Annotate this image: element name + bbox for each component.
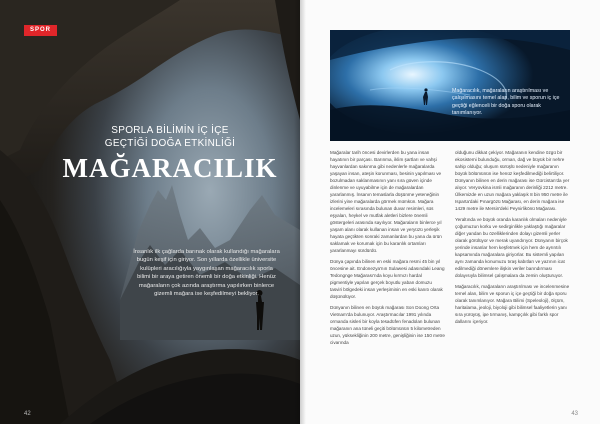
paragraph: Dünya çapında bilinen en eski mağara resmi 45 bin yıl öncesine ait. Endonezya'nın Sulawesi adasındaki Leang Tedongnge Mağarası'nda koyu kırmızı hardal pigmentiyle yapılan gerçek boyutlu yaban domuzu tasviri bölgedeki insan yerleşiminin en eski kanıtı olarak düşünülüyor. bbox=[330, 259, 445, 299]
text-column-2 bbox=[455, 149, 570, 329]
text-column-1 bbox=[330, 149, 445, 350]
article-title: MAĞARACILIK bbox=[62, 153, 278, 183]
page-gutter bbox=[294, 0, 306, 424]
ice-cave-photo bbox=[330, 30, 570, 141]
lead-paragraph: İnsanlık ilk çağlarda barınak olarak kullandığı mağaralara bugün keşif için giriyor. Son yıllarda özellikle üniversite kulüpleri aracılığıyla yaygınlaşan mağaracılık sporla bilimi bir araya getiren önemli bir doğa etkinliği. Henüz mağaraların çok azında araştırma yapılırken binlerce gizemli mağara ise keşfedilmeyi bekliyor. bbox=[133, 249, 280, 298]
paragraph: Mağaracılık, mağaraların araştırılması ve incelenmesine temel alan, bilim ve sporun iç içe geçtiği bir doğa sporu olarak tanımlanıyor. Mağara Bilimi (Speleoloji), ölçüm, haritalama, jeoloji, biyoloji gibi bilimsel faaliyetlerin yanı sıra yürüyüş, ipe tırmanış, kampçılık gibi farklı spor dallarını içeriyor. bbox=[455, 284, 570, 324]
paragraph: Yeraltında ve büyük oranda karanlık olmaları nedeniyle çoğumuzun korku ve sedirginlikle yaklaştığı mağaralar diğer yandan bu özelliklerinden dolayı gizemli yerler olarak görülüyor ve merak uyandırıyor. Dünyanın birçok yerinde insanlar hem keşfetmek için hem de ayrıntılı kapsamında mağaralara giriyorlar. Bu sistemli yapılan aynı zamanda konumuzu tıraş kabıtları ve yazının icat edilmediği dönemlere ilişkin veriler barındırması dolayısıyla bilimsel çalışmalara da zemin oluşturuyor. bbox=[455, 217, 568, 278]
title-block bbox=[60, 124, 280, 184]
paragraph: Mağaralar tarih öncesi devirlerden bu yana insan hayatının bir parçası. Barınma, iklim şartları ve vahşi hayvanlardan sakınma gibi nedenlerle mağaralarda yaşayan insan, ateşin korunması, besinin yapılması ve bozulmadan saklanmasının yanı sıra güven içinde dinlenme ve uyuyabilme için de mağaralardan yararlanmış. İnsanın temaslarla düşünme yeteneğinin izlerini yine mağaralarda görmek mümkün. Mağara incelemeleri sırasında bulunan duvar resimleri, süs eşyaları, heykel ve mutfak aletleri bizlere önemli göstergeleri arasında sayılıyor. Mağaraların binlerce yıl yaşam alanı olarak kullanan insan ve yeryüzü yerleşik hayata geçtikten sonraki zamanlardan bu yana da ürün saklamak ve korumak için bu karanlık ortamları yararlanmayı sürdürdü. bbox=[330, 150, 442, 253]
paragraph: olduğunu dikkat çekiyor. Mağaranın kendine özgü bir ekosistemi bulunduğu, orman, dağ ve büyük bir nehre sahip olduğu; oluşum sürüşlü nedeniyle mağaranın büyük bölümünün ise henüz keşfedilmediği belirtiliyor. Dünyanın bilinen en derin mağarası ise Gürcistan'da yer alıyor. Veryovkina ismli mağaranın derinliği 2212 metre. Ülkemizde en uzun mağara yaklaşık 8 bin 950 metre ile Isparta'daki Pınargözü Mağarası, en derin mağara ise 1429 metre ile Mersin'deki Peynirlikönü Mağarası. bbox=[455, 150, 570, 211]
ice-cave-image bbox=[330, 30, 570, 141]
page-number-right: 43 bbox=[571, 411, 578, 417]
paragraph: Dünyanın bilinen en büyük mağarası Son Doong Orta Vietnam'da bulunuyor. Araştırmacılar 1991 yılında ormanda sisleri bir koyla tesadüfen fenadolan bulunan mağaranın ana tüneli geçiti bölümünün 5 kilometreden uzun, yüksekliğinin 200 metre, genişliğinin ise 150 metre civarında bbox=[330, 305, 445, 345]
subtitle-line-1: SPORLA BİLİMİN İÇ İÇE bbox=[111, 125, 229, 136]
photo-caption: Mağaracılık, mağaraların araştırılması ve çalışılmasını temel alan, bilim ve sporun iç içe geçtiği eğlenceli bir doğa sporu olarak tanımlanıyor. bbox=[452, 88, 560, 117]
subtitle-line-2: GEÇTİĞİ DOĞA ETKİNLİĞİ bbox=[104, 138, 236, 149]
section-tag: SPOR bbox=[24, 25, 57, 36]
right-page bbox=[300, 0, 600, 424]
page-number-left: 42 bbox=[24, 411, 31, 417]
